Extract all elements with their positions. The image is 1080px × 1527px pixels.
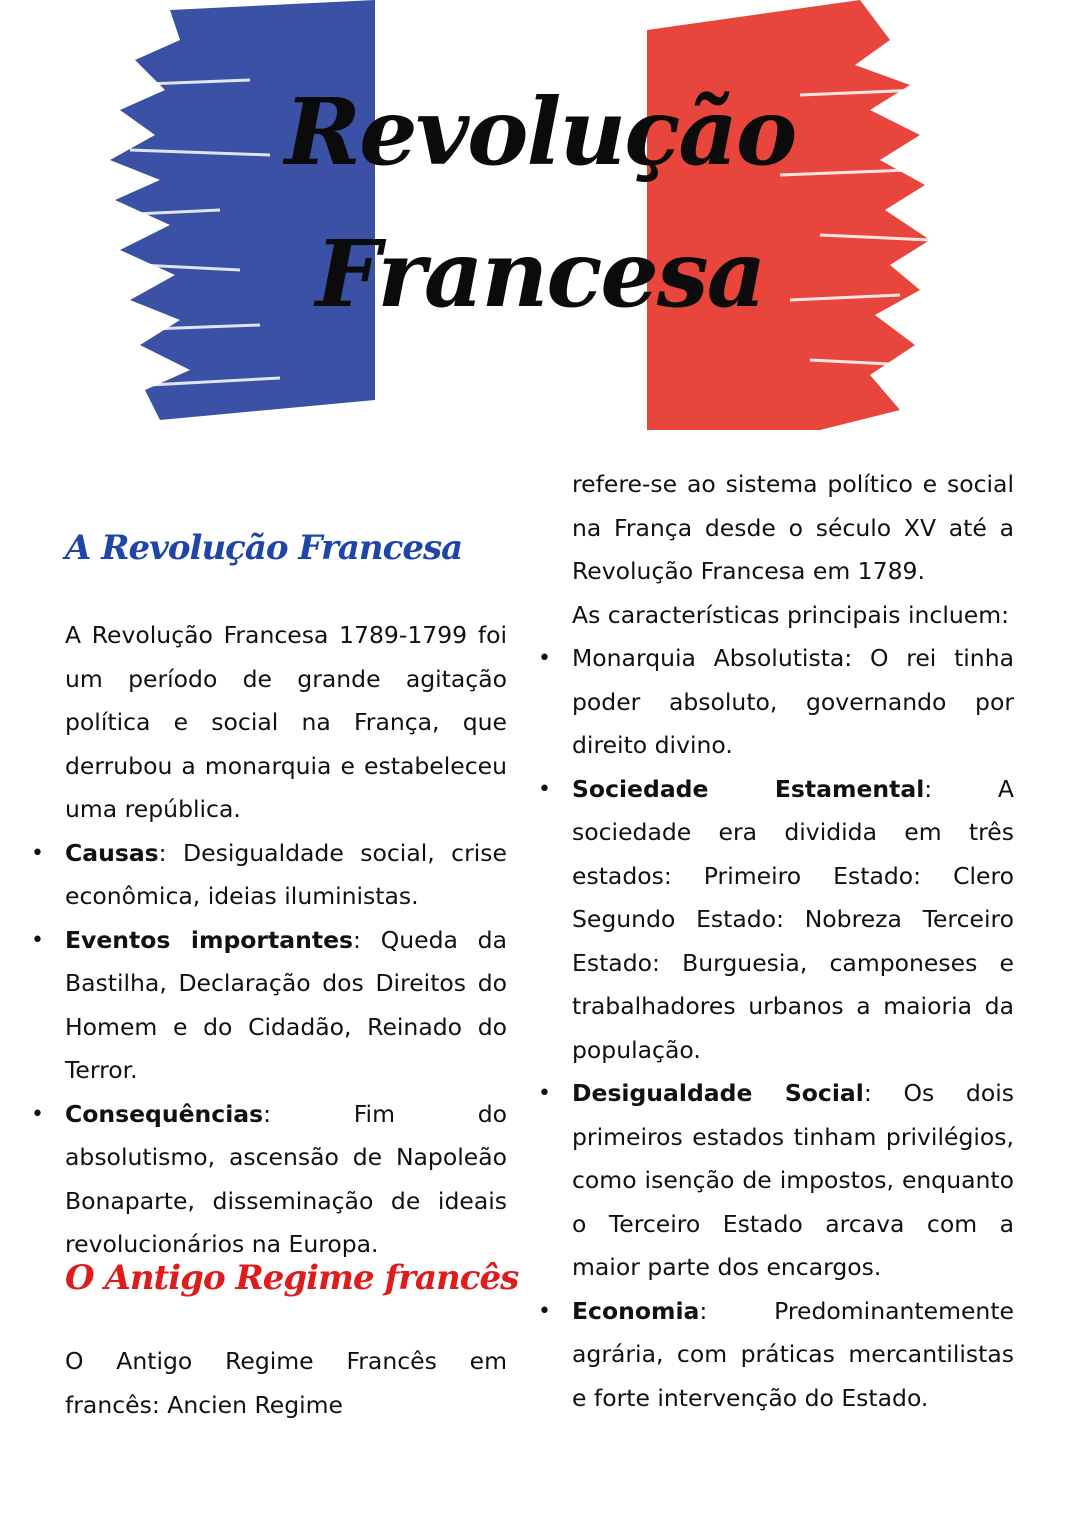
section-heading-revolucao: A Revolução Francesa xyxy=(65,528,463,568)
main-title-line2: Francesa xyxy=(315,220,765,328)
continuation-paragraph: refere-se ao sistema político e social na França desde o século XV até a Revolução Francesa em 1789. xyxy=(572,470,1014,585)
main-title-line1: Revolução xyxy=(284,78,796,186)
revolution-bullet-list xyxy=(65,832,507,1267)
left-column xyxy=(65,614,507,1267)
bullet-economia: • Economia: Predominantemente agrária, com práticas mercantilistas e forte intervenção do Estado. xyxy=(572,1290,1014,1421)
bullet-monarquia: • Monarquia Absolutista: O rei tinha poder absoluto, governando por direito divino. xyxy=(572,637,1014,768)
bullet-causas: • Causas: Desigualdade social, crise econômica, ideias iluministas. xyxy=(65,832,507,919)
bullet-desigualdade: • Desigualdade Social: Os dois primeiros estados tinham privilégios, como isenção de impostos, enquanto o Terceiro Estado arcava com a maior parte dos encargos. xyxy=(572,1072,1014,1290)
section-heading-antigo-regime: O Antigo Regime francês xyxy=(65,1258,519,1298)
bullet-sociedade: • Sociedade Estamental: A sociedade era dividida em três estados: Primeiro Estado: Clero Segundo Estado: Nobreza Terceiro Estado: Burguesia, camponeses e trabalhadores urbanos a maioria da população. xyxy=(572,768,1014,1073)
bullet-eventos: • Eventos importantes: Queda da Bastilha, Declaração dos Direitos do Homem e do Cidadão, Reinado do Terror. xyxy=(65,919,507,1093)
antigo-regime-intro: O Antigo Regime Francês em francês: Ancien Regime xyxy=(65,1347,507,1419)
intro-paragraph: A Revolução Francesa 1789-1799 foi um período de grande agitação política e social na França, que derrubou a monarquia e estabeleceu uma república. xyxy=(65,621,507,823)
regime-bullet-list xyxy=(572,637,1014,1420)
bullet-consequencias: • Consequências: Fim do absolutismo, ascensão de Napoleão Bonaparte, disseminação de ideais revolucionários na Europa. xyxy=(65,1093,507,1267)
right-column xyxy=(572,463,1014,1420)
lead-sentence: As características principais incluem: xyxy=(572,600,1010,629)
